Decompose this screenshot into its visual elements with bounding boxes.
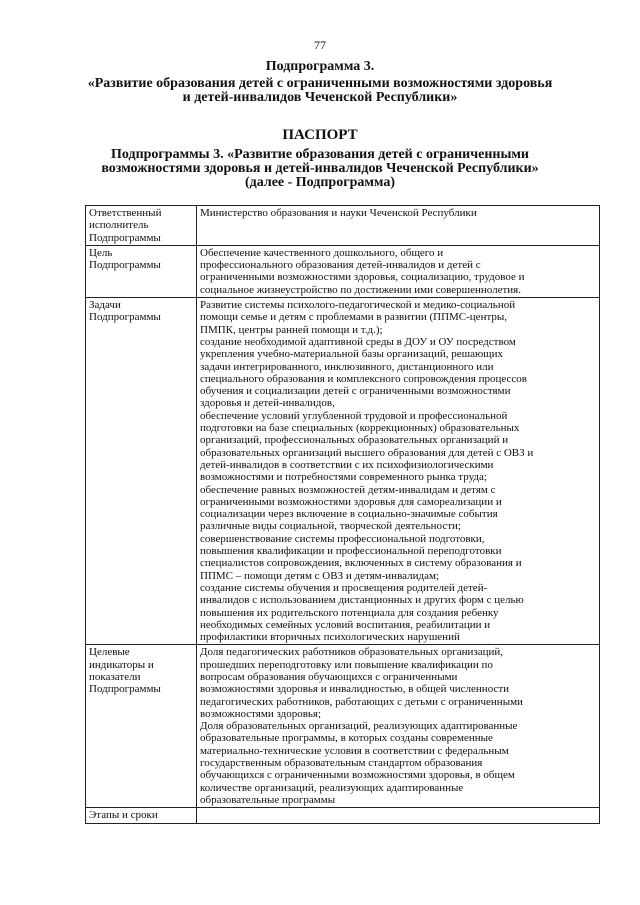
page-number: 77	[314, 38, 326, 52]
row-label-line: Подпрограммы	[89, 683, 161, 696]
row-content-line: обеспечение условий углубленной трудовой и профессиональной	[200, 409, 508, 422]
row-content-line: обучающихся с ограниченными возможностями здоровья, в общем	[200, 769, 515, 782]
row-content-line: подготовки на базе специальных (коррекционных) образовательных	[200, 422, 520, 435]
row-content-line: профессионального образования детей-инвалидов и детей с	[200, 259, 481, 272]
row-label-line: Задачи	[89, 299, 121, 312]
row-content-line: ППМС – помощи детям с ОВЗ и детям-инвалидам;	[200, 569, 439, 582]
row-content-line: педагогических работников, работающих с детьми с ограниченными	[200, 695, 523, 708]
row-content-line: образовательные программы	[200, 793, 336, 806]
row-content-line: повышения квалификации и профессиональной переподготовки	[200, 545, 502, 558]
subprogram-title-line: «Развитие образования детей с ограниченными возможностями здоровья	[87, 77, 553, 91]
passport-title-line: Подпрограммы 3. «Развитие образования детей с ограниченными	[111, 148, 529, 162]
passport-row	[86, 645, 600, 808]
row-content-cell	[197, 206, 600, 246]
row-content-line: образовательные программы, в которых созданы современные	[200, 732, 493, 745]
row-content-line: создание необходимой адаптивной среды в ДОУ и ОУ посредством	[200, 335, 516, 348]
row-content-line: организаций, профессиональных образовательных организаций и	[200, 434, 509, 447]
row-content-line: совершенствование системы профессиональной подготовки,	[200, 532, 485, 545]
row-content-line: детей-инвалидов в соответствии с их психофизиологическими	[200, 458, 494, 471]
row-content-line: ограниченными возможностями здоровья для самореализации и	[200, 495, 502, 508]
passport-title	[60, 148, 580, 190]
row-content-line: создание системы обучения и просвещения родителей детей-	[200, 581, 488, 594]
passport-row	[86, 808, 600, 823]
row-content-line: обучения и социализации детей с ограниченными возможностями	[200, 385, 511, 398]
passport-row	[86, 206, 600, 246]
row-content-line: вопросам образования обучающихся с ограниченными	[200, 670, 458, 683]
row-label-line: индикаторы и	[89, 658, 154, 671]
row-content-line: специального образования и комплексного сопровождения процессов	[200, 372, 527, 385]
row-content-line: Доля образовательных организаций, реализующих адаптированные	[200, 720, 518, 733]
row-content-line: повышения их родительского потенциала для создания ребенку	[200, 606, 499, 619]
passport-table	[85, 205, 600, 824]
row-label-cell	[86, 298, 197, 645]
row-content-line: материально-технические условия в соответствии с федеральным	[200, 744, 509, 757]
passport-title-line: возможностями здоровья и детей-инвалидов Чеченской Республики»	[101, 162, 539, 176]
row-content-line: ограниченными возможностями здоровья, социализацию, трудовое и	[200, 271, 525, 284]
row-label-line: Подпрограммы	[89, 231, 161, 244]
row-label-line: Цель	[89, 246, 113, 259]
row-label-line: исполнитель	[89, 219, 149, 232]
row-label-line: Подпрограммы	[89, 259, 161, 272]
subprogram-title-line: и детей-инвалидов Чеченской Республики»	[182, 91, 458, 105]
row-content-line: образовательных организаций высшего образования для детей с ОВЗ и	[200, 446, 534, 459]
row-content-line: Министерство образования и науки Чеченской Республики	[200, 207, 477, 219]
row-content-cell	[197, 298, 600, 645]
row-label-line: показатели	[89, 670, 141, 683]
row-content-line: Обеспечение качественного дошкольного, общего и	[200, 246, 444, 259]
row-content-line: помощи семье и детям с проблемами в развитии (ППМС-центры,	[200, 311, 508, 324]
row-content-line: количестве организаций, реализующих адаптированные	[200, 781, 464, 794]
row-content-line: задачи интегрированного, инклюзивного, дистанционного или	[200, 360, 494, 373]
row-content-cell	[197, 645, 600, 808]
row-label-line: Подпрограммы	[89, 311, 161, 324]
row-content-line: Развитие системы психолого-педагогической и медико-социальной	[200, 299, 516, 312]
row-content-line: Доля педагогических работников образовательных организаций,	[200, 646, 504, 659]
row-label-line: Целевые	[89, 646, 130, 659]
row-label-cell	[86, 645, 197, 808]
passport-table-body	[86, 206, 600, 824]
passport-title-line: (далее - Подпрограмма)	[244, 176, 395, 190]
row-label-cell	[86, 206, 197, 246]
row-content-cell	[197, 808, 600, 823]
row-content-line: возможностями здоровья;	[200, 707, 322, 720]
row-content-line: обеспечение равных возможностей детям-инвалидам и детям с	[200, 483, 496, 496]
row-content-line: ПМПК, центры ранней помощи и т.д.);	[200, 323, 383, 336]
row-content-line: возможностями здоровья и инвалидностью, в общей численности	[200, 683, 510, 696]
subprogram-heading: Подпрограмма 3.	[265, 59, 375, 74]
row-label-cell	[86, 245, 197, 297]
row-label-line: Этапы и сроки	[89, 809, 158, 822]
row-content-line: прошедших переподготовку или повышение квалификации по	[200, 658, 493, 671]
row-content-line: инвалидов с использованием дистанционных и других форм с целью	[200, 594, 524, 607]
row-content-line: возможностями и потребностями современного рынка труда;	[200, 471, 487, 484]
row-content-line: профилактики вторичных психологических нарушений	[200, 631, 460, 644]
row-content-line: необходимых семейных условий воспитания, реабилитации и	[200, 618, 491, 631]
row-content-cell	[197, 245, 600, 297]
row-content-line: здоровья и детей-инвалидов,	[200, 397, 335, 410]
row-content-line: социализации через включение в социально-значимые события	[200, 508, 498, 521]
row-label-line: Ответственный	[89, 207, 162, 219]
row-content-line: социальное жизнеустройство по достижении ими совершеннолетия.	[200, 283, 521, 296]
passport-row	[86, 298, 600, 645]
row-content-line: специалистов сопровождения, включенных в систему образования и	[200, 557, 522, 570]
row-content-line: государственным образовательным стандартом образования	[200, 757, 483, 770]
subprogram-title	[60, 77, 580, 105]
row-content-line: различные виды социальной, творческой деятельности;	[200, 520, 461, 533]
row-content-line: укрепления учебно-материальной базы организаций, решающих	[200, 348, 504, 361]
row-label-cell	[86, 808, 197, 823]
passport-heading: ПАСПОРТ	[282, 127, 358, 143]
passport-row	[86, 245, 600, 297]
